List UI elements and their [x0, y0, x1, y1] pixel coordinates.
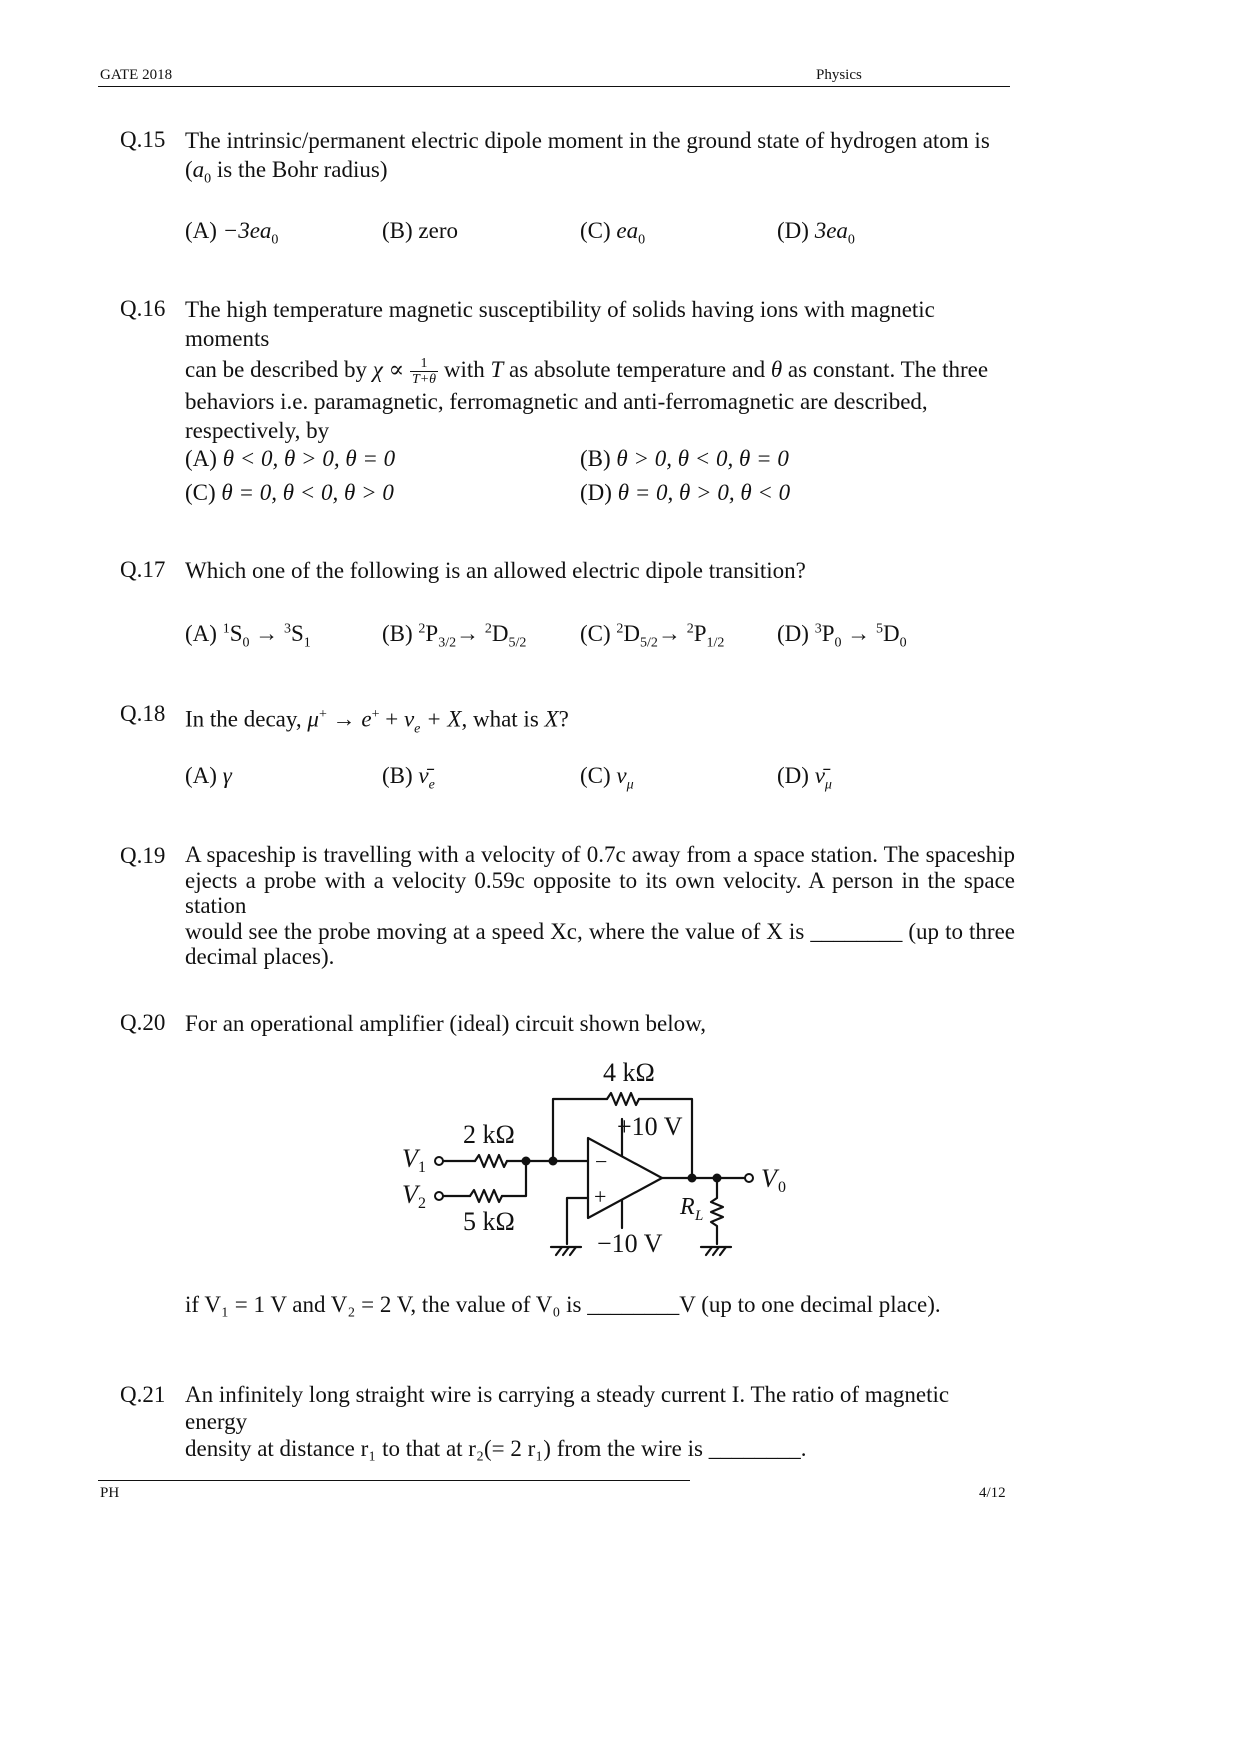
- q19-line4: decimal places).: [185, 944, 335, 969]
- question-15-text: [185, 126, 1015, 194]
- q16-line3: behaviors i.e. paramagnetic, ferromagnetic and anti-ferromagnetic are described,: [185, 389, 928, 414]
- q17-a-j2: 1: [303, 635, 311, 651]
- question-20-text: For an operational amplifier (ideal) circuit shown below,: [185, 1011, 706, 1036]
- q15-line2-rest: is the Bohr radius): [211, 157, 388, 182]
- q18-nu: ν: [403, 706, 415, 732]
- q19-line2: ejects a probe with a velocity 0.59c opposite to its own velocity. A person in the space station: [185, 867, 1015, 918]
- q16-line2-b: with: [438, 357, 491, 382]
- q16-option-b-value: θ > 0, θ < 0, θ = 0: [616, 446, 789, 471]
- q17-d-j1: 0: [834, 635, 842, 651]
- q16-option-c-value: θ = 0, θ < 0, θ > 0: [221, 480, 394, 505]
- q18-option-d-sub: μ: [824, 777, 832, 793]
- q15-option-c-sub: 0: [638, 232, 646, 248]
- label-rl: R: [680, 1194, 695, 1220]
- q15-option-a[interactable]: [185, 218, 278, 249]
- q16-option-a-value: θ < 0, θ > 0, θ = 0: [222, 446, 396, 471]
- q18-arrow: →: [326, 706, 362, 732]
- q18-e: e: [361, 706, 372, 732]
- question-number-15: Q.15: [120, 127, 166, 152]
- resistor-2k: [475, 1155, 507, 1167]
- junction-dot-v2: [522, 1157, 531, 1166]
- question-number-21: Q.21: [120, 1382, 166, 1407]
- q18-option-c-label: (C): [580, 763, 611, 788]
- q17-c-s2: 2: [686, 621, 694, 637]
- q17-option-c[interactable]: [580, 621, 724, 652]
- q17-c-j1: 5/2: [640, 635, 658, 651]
- label-inverting: −: [595, 1149, 608, 1174]
- footer-paper-code: PH: [100, 1485, 120, 1501]
- q18-plus-x: + X: [420, 706, 462, 732]
- q15-option-c[interactable]: [580, 218, 645, 249]
- q18-option-b-sub: e: [428, 777, 435, 793]
- q16-option-a[interactable]: [185, 446, 395, 472]
- q17-c-l2: P: [693, 621, 707, 646]
- q15-option-d-value: 3ea: [814, 218, 848, 243]
- q15-option-b-label: (B): [382, 218, 413, 243]
- q17-a-arrow: →: [255, 621, 279, 646]
- label-rl-sub: L: [695, 1208, 704, 1224]
- terminal-v1: [435, 1157, 443, 1165]
- q18-option-c-sub: μ: [626, 777, 634, 793]
- q16-option-c-label: (C): [185, 480, 216, 505]
- junction-dot-output: [688, 1174, 697, 1183]
- question-number-18: Q.18: [120, 701, 166, 726]
- q16-option-b[interactable]: [580, 446, 789, 472]
- terminal-v0: [745, 1174, 753, 1182]
- q16-line2-d: as constant. The three: [782, 357, 989, 382]
- q16-option-d-label: (D): [580, 480, 612, 505]
- header-subject: Physics: [816, 67, 862, 83]
- q16-fraction-numerator: 1: [410, 356, 438, 372]
- q18-option-a-value: γ: [222, 763, 232, 788]
- footer-page-number: 4/12: [979, 1485, 1006, 1501]
- q15-option-b-value: zero: [418, 218, 458, 243]
- q18-nu-sub: e: [414, 721, 421, 737]
- label-2k: 2 kΩ: [463, 1120, 515, 1149]
- q16-line2-a: can be described by: [185, 357, 373, 382]
- question-16-text: [185, 295, 1015, 445]
- feedback-resistor: [607, 1093, 639, 1105]
- q15-option-b[interactable]: [382, 218, 458, 244]
- q17-c-arrow: →: [657, 621, 681, 646]
- question-number-17: Q.17: [120, 557, 166, 582]
- q15-bohr-symbol: a: [192, 157, 205, 182]
- q18-option-c-value: ν: [616, 763, 627, 788]
- q18-qmark: ?: [558, 706, 569, 732]
- q15-option-c-value: ea: [616, 218, 639, 243]
- q16-line4: respectively, by: [185, 418, 330, 443]
- load-resistor: [711, 1178, 723, 1244]
- q17-b-s2: 2: [484, 621, 492, 637]
- q15-option-d-sub: 0: [847, 232, 855, 248]
- q15-option-a-value: −3ea: [222, 218, 272, 243]
- q20-question-line: if V₁ = 1 V and V₂ = 2 V, the value of V₀ is ________V (up to one decimal place).: [185, 1292, 941, 1317]
- label-v2: V: [402, 1180, 418, 1209]
- q17-d-j2: 0: [899, 635, 907, 651]
- q16-line2: [185, 353, 1015, 387]
- label-v1-sub: 1: [418, 1159, 426, 1176]
- q15-bohr-subscript: 0: [204, 171, 212, 187]
- question-number-20: Q.20: [120, 1010, 166, 1035]
- q16-line1: The high temperature magnetic susceptibility of solids having ions with magnetic moments: [185, 297, 935, 351]
- q17-c-j2: 1/2: [706, 635, 725, 651]
- ground-right-hatch-2: [713, 1247, 719, 1255]
- q17-option-b[interactable]: [382, 621, 526, 652]
- label-v0-sub: 0: [778, 1179, 786, 1196]
- q18-option-b-value: ν̄: [418, 763, 429, 788]
- q17-b-j2: 5/2: [508, 635, 527, 651]
- q18-text-2: , what is: [461, 706, 545, 732]
- q18-option-d-label: (D): [777, 763, 809, 788]
- label-noninverting: +: [594, 1184, 607, 1209]
- q15-option-d[interactable]: [777, 218, 855, 249]
- q19-line1: A spaceship is travelling with a velocity of 0.7c away from a space station. The spaceship: [185, 842, 1015, 867]
- header-exam-title: GATE 2018: [100, 67, 173, 83]
- ground-right-hatch-3: [720, 1247, 726, 1255]
- q15-option-a-sub: 0: [271, 232, 279, 248]
- q16-T-symbol: T: [490, 357, 504, 382]
- q17-option-a[interactable]: [185, 621, 311, 652]
- q17-b-l2: D: [491, 621, 509, 646]
- q16-fraction-denominator: T+θ: [411, 372, 437, 388]
- q21-line1: An infinitely long straight wire is carrying a steady current I. The ratio of magnetic energy: [185, 1382, 950, 1434]
- q19-line3: would see the probe moving at a speed Xc, where the value of X is ________ (up to three: [185, 918, 1015, 944]
- q16-option-d-value: θ = 0, θ > 0, θ < 0: [617, 480, 791, 505]
- q17-a-j1: 0: [242, 635, 250, 651]
- q17-d-l2: D: [882, 621, 900, 646]
- ground-right-hatch-1: [706, 1247, 712, 1255]
- q18-text-1: In the decay,: [185, 706, 308, 732]
- q18-mu-plus: +: [318, 707, 327, 722]
- q17-c-l1: D: [623, 621, 641, 646]
- label-5k: 5 kΩ: [463, 1207, 515, 1236]
- header-rule: [98, 86, 1010, 87]
- q17-a-s2: 3: [283, 621, 291, 637]
- q17-d-l1: P: [821, 621, 835, 646]
- q17-a-l1: S: [229, 621, 243, 646]
- q18-mu: μ: [307, 706, 319, 732]
- noninverting-ground-wire: [567, 1198, 588, 1244]
- q18-option-a[interactable]: [185, 763, 232, 789]
- ground-left-hatch-2: [563, 1247, 569, 1255]
- q17-b-l1: P: [425, 621, 439, 646]
- question-18-text: [185, 700, 569, 743]
- q17-b-j1: 3/2: [438, 635, 457, 651]
- q15-line1: The intrinsic/permanent electric dipole moment in the ground state of hydrogen atom is: [185, 128, 990, 153]
- q17-b-arrow: →: [456, 621, 480, 646]
- ground-left-hatch-3: [570, 1247, 576, 1255]
- q18-option-b[interactable]: [382, 763, 435, 794]
- q21-line2: density at distance r₁ to that at r₂(= 2 r₁) from the wire is ________.: [185, 1436, 807, 1461]
- label-plus-10v: +10 V: [617, 1112, 683, 1141]
- q17-option-d[interactable]: [777, 621, 907, 652]
- label-4k: 4 kΩ: [603, 1058, 655, 1087]
- q18-option-d-value: ν̄: [814, 763, 825, 788]
- q16-line2-c: as absolute temperature and: [503, 357, 771, 382]
- q18-option-b-label: (B): [382, 763, 413, 788]
- q16-option-b-label: (B): [580, 446, 611, 471]
- q17-b-s1: 2: [418, 621, 426, 637]
- q16-theta-symbol: θ: [770, 357, 783, 382]
- q18-option-a-label: (A): [185, 763, 217, 788]
- junction-dot-feedback: [549, 1157, 558, 1166]
- q17-d-s1: 3: [814, 621, 822, 637]
- q15-option-c-label: (C): [580, 218, 611, 243]
- question-21-text: [185, 1381, 1015, 1462]
- q17-option-b-label: (B): [382, 621, 413, 646]
- q17-d-s2: 5: [875, 621, 883, 637]
- question-number-19: Q.19: [120, 843, 166, 868]
- question-number-16: Q.16: [120, 296, 166, 321]
- q16-option-a-label: (A): [185, 446, 217, 471]
- q18-plus-1: +: [379, 706, 404, 732]
- q17-c-s1: 2: [616, 621, 624, 637]
- q18-option-c[interactable]: [580, 763, 634, 794]
- q17-option-a-label: (A): [185, 621, 217, 646]
- q16-option-d[interactable]: [580, 480, 790, 506]
- label-v0: V: [761, 1164, 777, 1193]
- junction-dot-load: [713, 1174, 722, 1183]
- q17-option-c-label: (C): [580, 621, 611, 646]
- q17-a-l2: S: [290, 621, 304, 646]
- label-minus-10v: −10 V: [597, 1229, 663, 1258]
- op-amp-circuit-diagram: [390, 1052, 810, 1262]
- q17-d-arrow: →: [847, 621, 871, 646]
- q18-X: X: [544, 706, 559, 732]
- question-17-text: Which one of the following is an allowed electric dipole transition?: [185, 558, 806, 583]
- resistor-5k: [470, 1190, 502, 1202]
- footer-rule: [98, 1480, 690, 1481]
- label-v1: V: [402, 1144, 418, 1173]
- q15-option-a-label: (A): [185, 218, 217, 243]
- q17-a-s1: 1: [222, 621, 230, 637]
- question-19-text: [185, 842, 1015, 970]
- label-v2-sub: 2: [418, 1195, 426, 1212]
- q16-option-c[interactable]: [185, 480, 394, 506]
- q16-fraction: [410, 356, 438, 387]
- q15-line2: ($a_0$ is the Bohr radius): [185, 157, 388, 187]
- q17-option-d-label: (D): [777, 621, 809, 646]
- terminal-v2: [435, 1192, 443, 1200]
- ground-left-hatch-1: [556, 1247, 562, 1255]
- q16-chi-symbol: χ ∝: [372, 357, 405, 382]
- q18-e-plus: +: [371, 707, 380, 722]
- q15-option-d-label: (D): [777, 218, 809, 243]
- q18-option-d[interactable]: [777, 763, 832, 794]
